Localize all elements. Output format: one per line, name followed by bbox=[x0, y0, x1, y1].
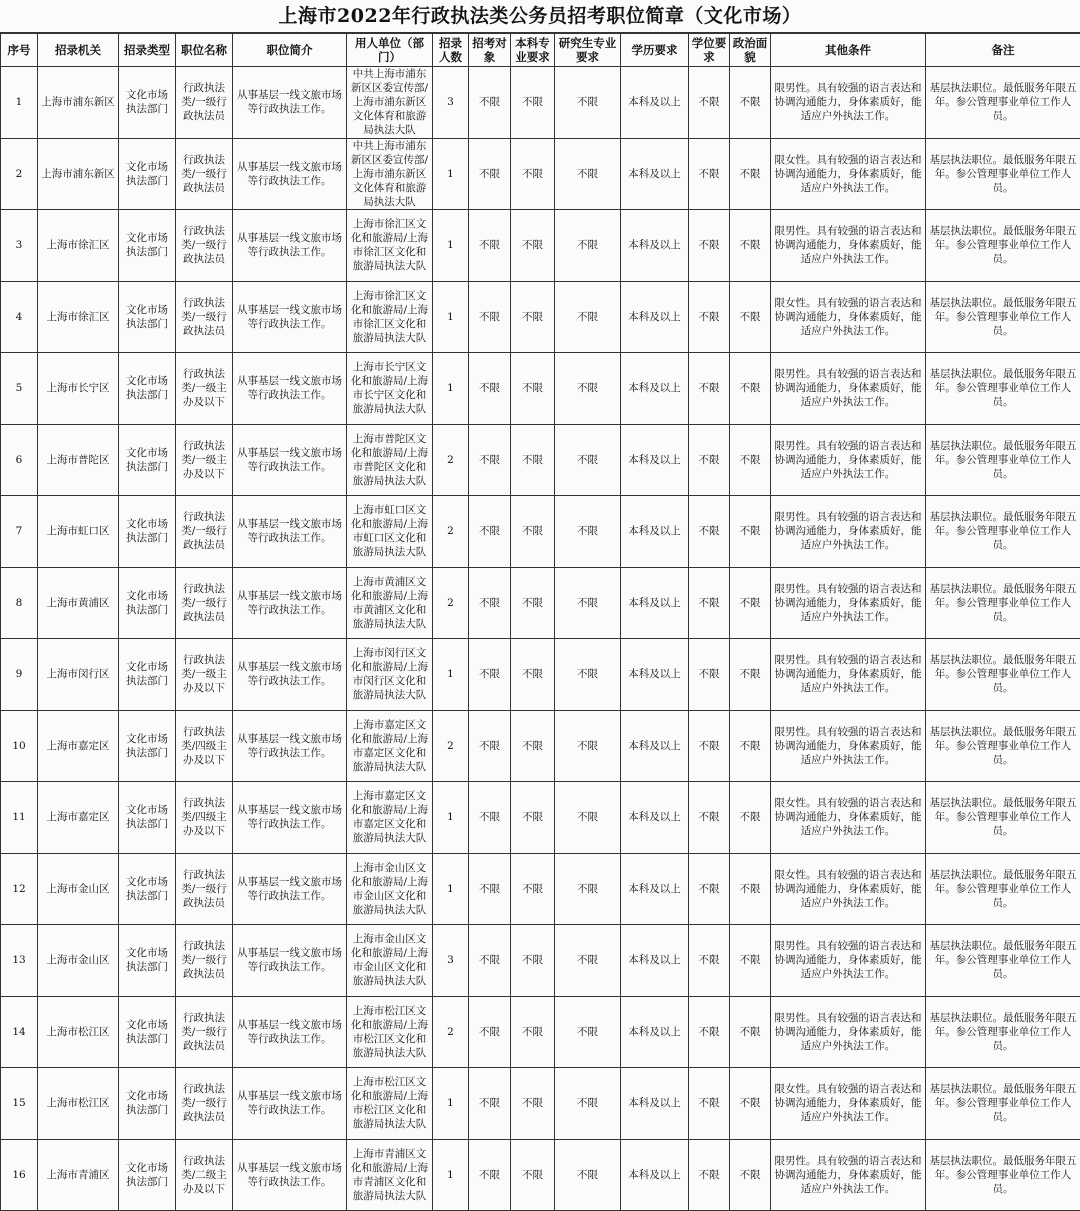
cell-unit: 上海市闵行区文化和旅游局/上海市闵行区文化和旅游局执法大队 bbox=[347, 639, 433, 711]
cell-type: 文化市场执法部门 bbox=[119, 138, 176, 210]
cell-degree: 不限 bbox=[689, 710, 730, 782]
header-col-type: 招录类型 bbox=[119, 34, 176, 67]
cell-agency: 上海市松江区 bbox=[38, 1068, 119, 1140]
cell-graduate-major: 不限 bbox=[555, 281, 621, 353]
cell-bachelor-major: 不限 bbox=[511, 424, 555, 496]
table-row bbox=[1, 424, 1080, 496]
cell-description: 从事基层一线文旅市场等行政执法工作。 bbox=[233, 782, 347, 854]
cell-agency: 上海市浦东新区 bbox=[38, 138, 119, 210]
cell-bachelor-major: 不限 bbox=[511, 639, 555, 711]
cell-graduate-major: 不限 bbox=[555, 1068, 621, 1140]
cell-type: 文化市场执法部门 bbox=[119, 424, 176, 496]
cell-graduate-major: 不限 bbox=[555, 710, 621, 782]
cell-description: 从事基层一线文旅市场等行政执法工作。 bbox=[233, 1068, 347, 1140]
cell-target: 不限 bbox=[469, 567, 511, 639]
cell-bachelor-major: 不限 bbox=[511, 138, 555, 210]
cell-count: 2 bbox=[433, 710, 469, 782]
cell-unit: 上海市徐汇区文化和旅游局/上海市徐汇区文化和旅游局执法大队 bbox=[347, 210, 433, 282]
cell-count: 1 bbox=[433, 1068, 469, 1140]
cell-bachelor-major: 不限 bbox=[511, 67, 555, 139]
cell-unit: 上海市嘉定区文化和旅游局/上海市嘉定区文化和旅游局执法大队 bbox=[347, 782, 433, 854]
cell-remarks: 基层执法职位。最低服务年限五年。参公管理事业单位工作人员。 bbox=[926, 353, 1080, 425]
cell-target: 不限 bbox=[469, 710, 511, 782]
cell-bachelor-major: 不限 bbox=[511, 782, 555, 854]
header-col-description: 职位简介 bbox=[233, 34, 347, 67]
cell-agency: 上海市浦东新区 bbox=[38, 67, 119, 139]
cell-political: 不限 bbox=[730, 281, 771, 353]
cell-other: 限男性。具有较强的语言表达和协调沟通能力，身体素质好，能适应户外执法工作。 bbox=[771, 210, 926, 282]
cell-remarks: 基层执法职位。最低服务年限五年。参公管理事业单位工作人员。 bbox=[926, 782, 1080, 854]
cell-index: 5 bbox=[1, 353, 38, 425]
cell-agency: 上海市闵行区 bbox=[38, 639, 119, 711]
cell-remarks: 基层执法职位。最低服务年限五年。参公管理事业单位工作人员。 bbox=[926, 1139, 1080, 1211]
cell-agency: 上海市金山区 bbox=[38, 853, 119, 925]
cell-degree: 不限 bbox=[689, 210, 730, 282]
table-body bbox=[1, 67, 1080, 1211]
cell-index: 12 bbox=[1, 853, 38, 925]
cell-unit: 上海市松江区文化和旅游局/上海市松江区文化和旅游局执法大队 bbox=[347, 1068, 433, 1140]
cell-unit: 上海市金山区文化和旅游局/上海市金山区文化和旅游局执法大队 bbox=[347, 925, 433, 997]
cell-target: 不限 bbox=[469, 1139, 511, 1211]
cell-political: 不限 bbox=[730, 925, 771, 997]
cell-position: 行政执法类/一级行政执法员 bbox=[176, 996, 233, 1068]
cell-position: 行政执法类/一级主办及以下 bbox=[176, 424, 233, 496]
cell-degree: 不限 bbox=[689, 353, 730, 425]
cell-other: 限男性。具有较强的语言表达和协调沟通能力，身体素质好，能适应户外执法工作。 bbox=[771, 925, 926, 997]
cell-other: 限女性。具有较强的语言表达和协调沟通能力，身体素质好，能适应户外执法工作。 bbox=[771, 1068, 926, 1140]
table-row bbox=[1, 853, 1080, 925]
cell-political: 不限 bbox=[730, 138, 771, 210]
cell-position: 行政执法类/二级主办及以下 bbox=[176, 1139, 233, 1211]
cell-political: 不限 bbox=[730, 710, 771, 782]
cell-index: 9 bbox=[1, 639, 38, 711]
cell-graduate-major: 不限 bbox=[555, 138, 621, 210]
table-row bbox=[1, 353, 1080, 425]
cell-description: 从事基层一线文旅市场等行政执法工作。 bbox=[233, 1139, 347, 1211]
cell-position: 行政执法类/一级行政执法员 bbox=[176, 281, 233, 353]
table-row bbox=[1, 1139, 1080, 1211]
cell-index: 6 bbox=[1, 424, 38, 496]
cell-education: 本科及以上 bbox=[621, 567, 689, 639]
cell-position: 行政执法类/一级行政执法员 bbox=[176, 1068, 233, 1140]
cell-type: 文化市场执法部门 bbox=[119, 710, 176, 782]
cell-graduate-major: 不限 bbox=[555, 996, 621, 1068]
cell-target: 不限 bbox=[469, 424, 511, 496]
cell-unit: 上海市徐汇区文化和旅游局/上海市徐汇区文化和旅游局执法大队 bbox=[347, 281, 433, 353]
cell-remarks: 基层执法职位。最低服务年限五年。参公管理事业单位工作人员。 bbox=[926, 281, 1080, 353]
cell-degree: 不限 bbox=[689, 138, 730, 210]
cell-agency: 上海市嘉定区 bbox=[38, 782, 119, 854]
cell-political: 不限 bbox=[730, 1068, 771, 1140]
cell-position: 行政执法类/一级主办及以下 bbox=[176, 353, 233, 425]
cell-graduate-major: 不限 bbox=[555, 567, 621, 639]
cell-remarks: 基层执法职位。最低服务年限五年。参公管理事业单位工作人员。 bbox=[926, 639, 1080, 711]
cell-unit: 上海市嘉定区文化和旅游局/上海市嘉定区文化和旅游局执法大队 bbox=[347, 710, 433, 782]
cell-position: 行政执法类/一级主办及以下 bbox=[176, 639, 233, 711]
cell-type: 文化市场执法部门 bbox=[119, 782, 176, 854]
cell-index: 2 bbox=[1, 138, 38, 210]
cell-education: 本科及以上 bbox=[621, 281, 689, 353]
header-col-graduate-major: 研究生专业要求 bbox=[555, 34, 621, 67]
cell-bachelor-major: 不限 bbox=[511, 210, 555, 282]
header-col-education: 学历要求 bbox=[621, 34, 689, 67]
cell-degree: 不限 bbox=[689, 424, 730, 496]
cell-political: 不限 bbox=[730, 210, 771, 282]
cell-political: 不限 bbox=[730, 996, 771, 1068]
cell-education: 本科及以上 bbox=[621, 1068, 689, 1140]
cell-political: 不限 bbox=[730, 496, 771, 568]
cell-type: 文化市场执法部门 bbox=[119, 567, 176, 639]
cell-unit: 中共上海市浦东新区区委宣传部/上海市浦东新区文化体育和旅游局执法大队 bbox=[347, 138, 433, 210]
cell-remarks: 基层执法职位。最低服务年限五年。参公管理事业单位工作人员。 bbox=[926, 424, 1080, 496]
cell-education: 本科及以上 bbox=[621, 138, 689, 210]
cell-education: 本科及以上 bbox=[621, 353, 689, 425]
table-row bbox=[1, 281, 1080, 353]
cell-count: 1 bbox=[433, 782, 469, 854]
cell-education: 本科及以上 bbox=[621, 996, 689, 1068]
cell-type: 文化市场执法部门 bbox=[119, 1139, 176, 1211]
table-header-row bbox=[1, 34, 1080, 67]
cell-index: 13 bbox=[1, 925, 38, 997]
header-col-position: 职位名称 bbox=[176, 34, 233, 67]
header-col-agency: 招录机关 bbox=[38, 34, 119, 67]
cell-type: 文化市场执法部门 bbox=[119, 639, 176, 711]
cell-other: 限女性。具有较强的语言表达和协调沟通能力，身体素质好，能适应户外执法工作。 bbox=[771, 853, 926, 925]
cell-description: 从事基层一线文旅市场等行政执法工作。 bbox=[233, 710, 347, 782]
cell-count: 1 bbox=[433, 1139, 469, 1211]
cell-bachelor-major: 不限 bbox=[511, 1068, 555, 1140]
cell-agency: 上海市虹口区 bbox=[38, 496, 119, 568]
cell-count: 1 bbox=[433, 138, 469, 210]
cell-graduate-major: 不限 bbox=[555, 424, 621, 496]
cell-political: 不限 bbox=[730, 639, 771, 711]
cell-description: 从事基层一线文旅市场等行政执法工作。 bbox=[233, 496, 347, 568]
cell-target: 不限 bbox=[469, 281, 511, 353]
cell-degree: 不限 bbox=[689, 1068, 730, 1140]
cell-education: 本科及以上 bbox=[621, 925, 689, 997]
cell-target: 不限 bbox=[469, 353, 511, 425]
cell-bachelor-major: 不限 bbox=[511, 853, 555, 925]
header-col-count: 招录人数 bbox=[433, 34, 469, 67]
cell-count: 1 bbox=[433, 853, 469, 925]
cell-position: 行政执法类/一级行政执法员 bbox=[176, 210, 233, 282]
cell-target: 不限 bbox=[469, 996, 511, 1068]
cell-target: 不限 bbox=[469, 925, 511, 997]
cell-bachelor-major: 不限 bbox=[511, 925, 555, 997]
cell-agency: 上海市长宁区 bbox=[38, 353, 119, 425]
cell-index: 15 bbox=[1, 1068, 38, 1140]
cell-type: 文化市场执法部门 bbox=[119, 496, 176, 568]
cell-other: 限男性。具有较强的语言表达和协调沟通能力，身体素质好，能适应户外执法工作。 bbox=[771, 1139, 926, 1211]
table-row bbox=[1, 496, 1080, 568]
cell-position: 行政执法类/四级主办及以下 bbox=[176, 710, 233, 782]
cell-remarks: 基层执法职位。最低服务年限五年。参公管理事业单位工作人员。 bbox=[926, 1068, 1080, 1140]
cell-description: 从事基层一线文旅市场等行政执法工作。 bbox=[233, 853, 347, 925]
cell-degree: 不限 bbox=[689, 67, 730, 139]
cell-political: 不限 bbox=[730, 782, 771, 854]
cell-graduate-major: 不限 bbox=[555, 782, 621, 854]
cell-agency: 上海市松江区 bbox=[38, 996, 119, 1068]
cell-target: 不限 bbox=[469, 67, 511, 139]
cell-description: 从事基层一线文旅市场等行政执法工作。 bbox=[233, 353, 347, 425]
cell-count: 1 bbox=[433, 353, 469, 425]
cell-description: 从事基层一线文旅市场等行政执法工作。 bbox=[233, 996, 347, 1068]
cell-count: 2 bbox=[433, 567, 469, 639]
cell-count: 3 bbox=[433, 67, 469, 139]
cell-political: 不限 bbox=[730, 567, 771, 639]
positions-table bbox=[0, 33, 1080, 1211]
cell-bachelor-major: 不限 bbox=[511, 567, 555, 639]
cell-bachelor-major: 不限 bbox=[511, 353, 555, 425]
cell-other: 限男性。具有较强的语言表达和协调沟通能力，身体素质好，能适应户外执法工作。 bbox=[771, 567, 926, 639]
cell-other: 限男性。具有较强的语言表达和协调沟通能力，身体素质好，能适应户外执法工作。 bbox=[771, 67, 926, 139]
cell-count: 1 bbox=[433, 281, 469, 353]
cell-count: 2 bbox=[433, 496, 469, 568]
cell-education: 本科及以上 bbox=[621, 853, 689, 925]
cell-graduate-major: 不限 bbox=[555, 67, 621, 139]
cell-index: 8 bbox=[1, 567, 38, 639]
cell-index: 11 bbox=[1, 782, 38, 854]
cell-degree: 不限 bbox=[689, 853, 730, 925]
table-row bbox=[1, 782, 1080, 854]
cell-position: 行政执法类/一级行政执法员 bbox=[176, 496, 233, 568]
cell-target: 不限 bbox=[469, 138, 511, 210]
cell-graduate-major: 不限 bbox=[555, 639, 621, 711]
cell-agency: 上海市徐汇区 bbox=[38, 210, 119, 282]
cell-type: 文化市场执法部门 bbox=[119, 67, 176, 139]
header-col-other: 其他条件 bbox=[771, 34, 926, 67]
cell-political: 不限 bbox=[730, 424, 771, 496]
cell-agency: 上海市嘉定区 bbox=[38, 710, 119, 782]
table-row bbox=[1, 210, 1080, 282]
header-col-bachelor-major: 本科专业要求 bbox=[511, 34, 555, 67]
cell-degree: 不限 bbox=[689, 496, 730, 568]
table-row bbox=[1, 138, 1080, 210]
table-row bbox=[1, 567, 1080, 639]
cell-degree: 不限 bbox=[689, 782, 730, 854]
cell-description: 从事基层一线文旅市场等行政执法工作。 bbox=[233, 925, 347, 997]
cell-bachelor-major: 不限 bbox=[511, 281, 555, 353]
table-row bbox=[1, 639, 1080, 711]
cell-degree: 不限 bbox=[689, 639, 730, 711]
cell-graduate-major: 不限 bbox=[555, 210, 621, 282]
cell-type: 文化市场执法部门 bbox=[119, 853, 176, 925]
cell-education: 本科及以上 bbox=[621, 710, 689, 782]
cell-political: 不限 bbox=[730, 67, 771, 139]
cell-education: 本科及以上 bbox=[621, 639, 689, 711]
cell-remarks: 基层执法职位。最低服务年限五年。参公管理事业单位工作人员。 bbox=[926, 925, 1080, 997]
cell-index: 14 bbox=[1, 996, 38, 1068]
cell-position: 行政执法类/一级行政执法员 bbox=[176, 925, 233, 997]
cell-count: 1 bbox=[433, 639, 469, 711]
cell-remarks: 基层执法职位。最低服务年限五年。参公管理事业单位工作人员。 bbox=[926, 853, 1080, 925]
cell-unit: 上海市青浦区文化和旅游局/上海市青浦区文化和旅游局执法大队 bbox=[347, 1139, 433, 1211]
cell-graduate-major: 不限 bbox=[555, 1139, 621, 1211]
cell-bachelor-major: 不限 bbox=[511, 496, 555, 568]
cell-remarks: 基层执法职位。最低服务年限五年。参公管理事业单位工作人员。 bbox=[926, 496, 1080, 568]
cell-other: 限女性。具有较强的语言表达和协调沟通能力，身体素质好，能适应户外执法工作。 bbox=[771, 782, 926, 854]
cell-remarks: 基层执法职位。最低服务年限五年。参公管理事业单位工作人员。 bbox=[926, 567, 1080, 639]
cell-unit: 上海市松江区文化和旅游局/上海市松江区文化和旅游局执法大队 bbox=[347, 996, 433, 1068]
cell-bachelor-major: 不限 bbox=[511, 996, 555, 1068]
table-row bbox=[1, 996, 1080, 1068]
cell-count: 2 bbox=[433, 424, 469, 496]
cell-other: 限男性。具有较强的语言表达和协调沟通能力，身体素质好，能适应户外执法工作。 bbox=[771, 424, 926, 496]
cell-unit: 上海市金山区文化和旅游局/上海市金山区文化和旅游局执法大队 bbox=[347, 853, 433, 925]
cell-count: 1 bbox=[433, 210, 469, 282]
cell-other: 限女性。具有较强的语言表达和协调沟通能力，身体素质好，能适应户外执法工作。 bbox=[771, 281, 926, 353]
cell-description: 从事基层一线文旅市场等行政执法工作。 bbox=[233, 567, 347, 639]
cell-other: 限男性。具有较强的语言表达和协调沟通能力，身体素质好，能适应户外执法工作。 bbox=[771, 710, 926, 782]
header-col-unit: 用人单位（部门） bbox=[347, 34, 433, 67]
cell-education: 本科及以上 bbox=[621, 67, 689, 139]
cell-target: 不限 bbox=[469, 1068, 511, 1140]
cell-education: 本科及以上 bbox=[621, 1139, 689, 1211]
cell-agency: 上海市徐汇区 bbox=[38, 281, 119, 353]
cell-education: 本科及以上 bbox=[621, 782, 689, 854]
cell-type: 文化市场执法部门 bbox=[119, 1068, 176, 1140]
cell-bachelor-major: 不限 bbox=[511, 710, 555, 782]
cell-degree: 不限 bbox=[689, 925, 730, 997]
cell-agency: 上海市青浦区 bbox=[38, 1139, 119, 1211]
cell-unit: 中共上海市浦东新区区委宣传部/上海市浦东新区文化体育和旅游局执法大队 bbox=[347, 67, 433, 139]
cell-description: 从事基层一线文旅市场等行政执法工作。 bbox=[233, 639, 347, 711]
cell-target: 不限 bbox=[469, 210, 511, 282]
cell-unit: 上海市黄浦区文化和旅游局/上海市黄浦区文化和旅游局执法大队 bbox=[347, 567, 433, 639]
cell-description: 从事基层一线文旅市场等行政执法工作。 bbox=[233, 424, 347, 496]
cell-other: 限男性。具有较强的语言表达和协调沟通能力，身体素质好，能适应户外执法工作。 bbox=[771, 639, 926, 711]
header-col-political: 政治面貌 bbox=[730, 34, 771, 67]
cell-graduate-major: 不限 bbox=[555, 496, 621, 568]
cell-description: 从事基层一线文旅市场等行政执法工作。 bbox=[233, 138, 347, 210]
cell-unit: 上海市虹口区文化和旅游局/上海市虹口区文化和旅游局执法大队 bbox=[347, 496, 433, 568]
cell-political: 不限 bbox=[730, 353, 771, 425]
table-row bbox=[1, 925, 1080, 997]
cell-degree: 不限 bbox=[689, 1139, 730, 1211]
cell-index: 7 bbox=[1, 496, 38, 568]
cell-index: 4 bbox=[1, 281, 38, 353]
header-col-remarks: 备注 bbox=[926, 34, 1080, 67]
cell-target: 不限 bbox=[469, 782, 511, 854]
cell-type: 文化市场执法部门 bbox=[119, 353, 176, 425]
header-col-index: 序号 bbox=[1, 34, 38, 67]
cell-unit: 上海市长宁区文化和旅游局/上海市长宁区文化和旅游局执法大队 bbox=[347, 353, 433, 425]
cell-remarks: 基层执法职位。最低服务年限五年。参公管理事业单位工作人员。 bbox=[926, 138, 1080, 210]
cell-type: 文化市场执法部门 bbox=[119, 925, 176, 997]
cell-political: 不限 bbox=[730, 1139, 771, 1211]
cell-description: 从事基层一线文旅市场等行政执法工作。 bbox=[233, 281, 347, 353]
cell-position: 行政执法类/四级主办及以下 bbox=[176, 782, 233, 854]
cell-remarks: 基层执法职位。最低服务年限五年。参公管理事业单位工作人员。 bbox=[926, 210, 1080, 282]
cell-target: 不限 bbox=[469, 639, 511, 711]
header-col-target: 招考对象 bbox=[469, 34, 511, 67]
cell-index: 16 bbox=[1, 1139, 38, 1211]
table-row bbox=[1, 1068, 1080, 1140]
cell-agency: 上海市金山区 bbox=[38, 925, 119, 997]
cell-graduate-major: 不限 bbox=[555, 353, 621, 425]
cell-graduate-major: 不限 bbox=[555, 853, 621, 925]
cell-type: 文化市场执法部门 bbox=[119, 210, 176, 282]
cell-count: 2 bbox=[433, 996, 469, 1068]
cell-education: 本科及以上 bbox=[621, 424, 689, 496]
cell-description: 从事基层一线文旅市场等行政执法工作。 bbox=[233, 210, 347, 282]
cell-position: 行政执法类/一级行政执法员 bbox=[176, 853, 233, 925]
cell-remarks: 基层执法职位。最低服务年限五年。参公管理事业单位工作人员。 bbox=[926, 67, 1080, 139]
cell-degree: 不限 bbox=[689, 996, 730, 1068]
cell-index: 10 bbox=[1, 710, 38, 782]
cell-target: 不限 bbox=[469, 496, 511, 568]
cell-count: 3 bbox=[433, 925, 469, 997]
cell-other: 限男性。具有较强的语言表达和协调沟通能力，身体素质好，能适应户外执法工作。 bbox=[771, 996, 926, 1068]
cell-unit: 上海市普陀区文化和旅游局/上海市普陀区文化和旅游局执法大队 bbox=[347, 424, 433, 496]
cell-index: 3 bbox=[1, 210, 38, 282]
cell-bachelor-major: 不限 bbox=[511, 1139, 555, 1211]
table-row bbox=[1, 710, 1080, 782]
cell-other: 限女性。具有较强的语言表达和协调沟通能力，身体素质好，能适应户外执法工作。 bbox=[771, 138, 926, 210]
cell-political: 不限 bbox=[730, 853, 771, 925]
cell-position: 行政执法类/一级行政执法员 bbox=[176, 138, 233, 210]
cell-graduate-major: 不限 bbox=[555, 925, 621, 997]
cell-type: 文化市场执法部门 bbox=[119, 996, 176, 1068]
table-row bbox=[1, 67, 1080, 139]
cell-other: 限男性。具有较强的语言表达和协调沟通能力，身体素质好，能适应户外执法工作。 bbox=[771, 496, 926, 568]
cell-other: 限男性。具有较强的语言表达和协调沟通能力，身体素质好，能适应户外执法工作。 bbox=[771, 353, 926, 425]
cell-position: 行政执法类/一级行政执法员 bbox=[176, 67, 233, 139]
cell-position: 行政执法类/一级行政执法员 bbox=[176, 567, 233, 639]
cell-type: 文化市场执法部门 bbox=[119, 281, 176, 353]
cell-degree: 不限 bbox=[689, 281, 730, 353]
cell-remarks: 基层执法职位。最低服务年限五年。参公管理事业单位工作人员。 bbox=[926, 996, 1080, 1068]
cell-education: 本科及以上 bbox=[621, 210, 689, 282]
cell-degree: 不限 bbox=[689, 567, 730, 639]
cell-target: 不限 bbox=[469, 853, 511, 925]
cell-agency: 上海市普陀区 bbox=[38, 424, 119, 496]
cell-description: 从事基层一线文旅市场等行政执法工作。 bbox=[233, 67, 347, 139]
cell-education: 本科及以上 bbox=[621, 496, 689, 568]
cell-index: 1 bbox=[1, 67, 38, 139]
document-title: 上海市2022年行政执法类公务员招考职位简章（文化市场） bbox=[0, 0, 1080, 33]
cell-remarks: 基层执法职位。最低服务年限五年。参公管理事业单位工作人员。 bbox=[926, 710, 1080, 782]
cell-agency: 上海市黄浦区 bbox=[38, 567, 119, 639]
header-col-degree: 学位要求 bbox=[689, 34, 730, 67]
